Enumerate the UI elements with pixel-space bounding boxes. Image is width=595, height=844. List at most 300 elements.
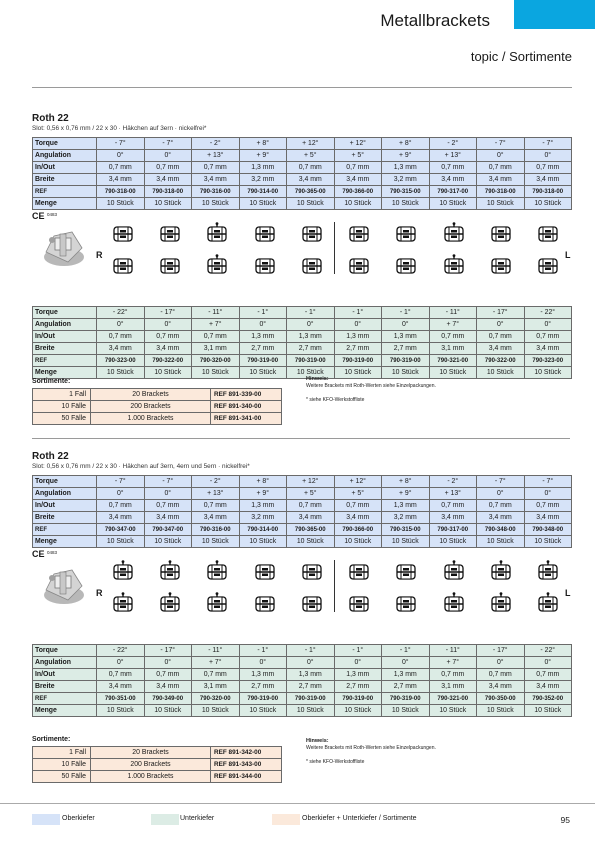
table-cell: + 9° bbox=[239, 150, 287, 162]
table-cell: 0° bbox=[97, 319, 145, 331]
table-cell: 0° bbox=[477, 319, 525, 331]
table-cell: 0,7 mm bbox=[429, 331, 477, 343]
sortiment-qty: 1 Fall bbox=[33, 389, 91, 401]
bracket-photo bbox=[38, 560, 86, 606]
note-line-1: Weitere Brackets mit Roth-Werten siehe Einzelpackungen. bbox=[306, 745, 436, 751]
bracket-slot bbox=[477, 254, 524, 276]
table-cell: - 1° bbox=[382, 307, 430, 319]
table-cell: 3,4 mm bbox=[524, 174, 572, 186]
table-cell: - 17° bbox=[477, 645, 525, 657]
table-row bbox=[33, 488, 572, 500]
table-cell: - 22° bbox=[524, 307, 572, 319]
page-footer bbox=[0, 803, 595, 844]
table-cell: + 12° bbox=[287, 138, 335, 150]
table-cell: 0,7 mm bbox=[192, 500, 240, 512]
sortiment-content: 20 Brackets bbox=[91, 389, 211, 401]
row-label: In/Out bbox=[33, 500, 97, 512]
table-cell: 2,7 mm bbox=[382, 681, 430, 693]
table-cell: 790-323-00 bbox=[97, 355, 145, 367]
table-cell: + 13° bbox=[192, 150, 240, 162]
table-cell: + 12° bbox=[334, 476, 382, 488]
table-row bbox=[33, 413, 282, 425]
table-row bbox=[33, 198, 572, 210]
table-cell: 790-319-00 bbox=[382, 693, 430, 705]
bracket-icon bbox=[253, 254, 277, 276]
table-cell: 0,7 mm bbox=[97, 669, 145, 681]
table-cell: 790-319-00 bbox=[334, 693, 382, 705]
row-label: Menge bbox=[33, 536, 97, 548]
table-cell: 0° bbox=[477, 150, 525, 162]
table-cell: 790-348-00 bbox=[477, 524, 525, 536]
table-cell: 0° bbox=[382, 657, 430, 669]
table-row bbox=[33, 524, 572, 536]
row-label: Angulation bbox=[33, 488, 97, 500]
bracket-slot bbox=[430, 560, 477, 582]
table-cell: + 5° bbox=[334, 150, 382, 162]
bracket-icon bbox=[347, 222, 371, 244]
legend-swatch-upper bbox=[32, 814, 60, 825]
bracket-icon bbox=[394, 560, 418, 582]
table-cell: 3,4 mm bbox=[192, 174, 240, 186]
bracket-icon bbox=[489, 592, 513, 614]
table-cell: - 22° bbox=[97, 645, 145, 657]
product-section-2 bbox=[32, 451, 572, 717]
table-cell: 1,3 mm bbox=[382, 669, 430, 681]
table-cell: 790-319-00 bbox=[287, 355, 335, 367]
table-cell: 790-322-00 bbox=[477, 355, 525, 367]
bracket-icon bbox=[253, 222, 277, 244]
table-row bbox=[33, 343, 572, 355]
table-cell: 10 Stück bbox=[382, 705, 430, 717]
table-row bbox=[33, 476, 572, 488]
row-label: REF bbox=[33, 524, 97, 536]
table-cell: - 7° bbox=[97, 476, 145, 488]
table-cell: 3,1 mm bbox=[192, 343, 240, 355]
table-row bbox=[33, 162, 572, 174]
ce-mark: CE bbox=[32, 549, 45, 559]
table-cell: 3,4 mm bbox=[477, 512, 525, 524]
row-label: REF bbox=[33, 186, 97, 198]
bracket-icon bbox=[300, 592, 324, 614]
table-cell: 3,4 mm bbox=[287, 174, 335, 186]
table-cell: 0,7 mm bbox=[144, 500, 192, 512]
table-cell: 10 Stück bbox=[287, 198, 335, 210]
left-marker: L bbox=[565, 250, 571, 260]
table-row bbox=[33, 747, 282, 759]
table-cell: 2,7 mm bbox=[239, 343, 287, 355]
table-cell: - 11° bbox=[429, 645, 477, 657]
bracket-icon bbox=[394, 222, 418, 244]
table-cell: 0° bbox=[524, 488, 572, 500]
bracket-icon bbox=[442, 254, 466, 276]
bracket-slot bbox=[241, 254, 288, 276]
table-cell: 0° bbox=[477, 488, 525, 500]
table-row bbox=[33, 150, 572, 162]
bracket-icon bbox=[300, 222, 324, 244]
table-cell: 3,4 mm bbox=[429, 174, 477, 186]
ce-mark: CE bbox=[32, 211, 45, 221]
table-cell: 3,4 mm bbox=[144, 174, 192, 186]
bracket-slot bbox=[194, 592, 241, 614]
table-cell: 10 Stück bbox=[97, 367, 145, 379]
bracket-icon bbox=[536, 222, 560, 244]
table-cell: 3,4 mm bbox=[429, 512, 477, 524]
bracket-icon bbox=[489, 222, 513, 244]
table-cell: 3,4 mm bbox=[97, 512, 145, 524]
table-cell: - 1° bbox=[334, 307, 382, 319]
table-cell: 10 Stück bbox=[334, 536, 382, 548]
upper-bracket-icons bbox=[99, 222, 572, 244]
note-line-1: Weitere Brackets mit Roth-Werten siehe Einzelpackungen. bbox=[306, 383, 436, 389]
table-cell: 10 Stück bbox=[429, 367, 477, 379]
table-cell: + 7° bbox=[192, 319, 240, 331]
table-cell: 0,7 mm bbox=[524, 500, 572, 512]
sortiment-content: 200 Brackets bbox=[91, 759, 211, 771]
table-row bbox=[33, 771, 282, 783]
table-cell: + 9° bbox=[382, 488, 430, 500]
table-row bbox=[33, 331, 572, 343]
bracket-slot bbox=[383, 560, 430, 582]
row-label: Breite bbox=[33, 681, 97, 693]
table-cell: + 8° bbox=[382, 476, 430, 488]
table-cell: - 1° bbox=[382, 645, 430, 657]
table-cell: 2,7 mm bbox=[334, 343, 382, 355]
table-cell: 10 Stück bbox=[287, 705, 335, 717]
table-cell: 10 Stück bbox=[524, 536, 572, 548]
bracket-slot bbox=[430, 222, 477, 244]
table-cell: 0,7 mm bbox=[144, 162, 192, 174]
table-cell: 3,4 mm bbox=[287, 512, 335, 524]
table-cell: 3,4 mm bbox=[144, 512, 192, 524]
note-box bbox=[306, 738, 436, 766]
table-cell: + 8° bbox=[382, 138, 430, 150]
table-cell: 0,7 mm bbox=[334, 500, 382, 512]
table-row bbox=[33, 355, 572, 367]
table-cell: 790-315-00 bbox=[382, 186, 430, 198]
table-cell: 3,2 mm bbox=[382, 174, 430, 186]
table-cell: 790-323-00 bbox=[524, 355, 572, 367]
row-label: REF bbox=[33, 693, 97, 705]
table-cell: + 12° bbox=[334, 138, 382, 150]
table-cell: 10 Stück bbox=[429, 536, 477, 548]
bracket-slot bbox=[288, 222, 335, 244]
note-line-2: * siehe KFO-Werkstoffliste bbox=[306, 397, 365, 403]
table-cell: 3,4 mm bbox=[144, 681, 192, 693]
bracket-slot bbox=[146, 560, 193, 582]
ce-number: 0483 bbox=[47, 212, 58, 217]
table-cell: 0° bbox=[287, 319, 335, 331]
note-line-2: * siehe KFO-Werkstoffliste bbox=[306, 759, 365, 765]
table-cell: 10 Stück bbox=[477, 367, 525, 379]
table-row bbox=[33, 500, 572, 512]
row-label: Breite bbox=[33, 343, 97, 355]
table-row bbox=[33, 693, 572, 705]
table-cell: 790-366-00 bbox=[334, 186, 382, 198]
bracket-slot bbox=[99, 560, 146, 582]
sortiment-ref: REF 891-340-00 bbox=[211, 401, 282, 413]
table-cell: 790-318-00 bbox=[144, 186, 192, 198]
bracket-slot bbox=[288, 254, 335, 276]
table-cell: 2,7 mm bbox=[239, 681, 287, 693]
table-cell: 10 Stück bbox=[524, 705, 572, 717]
table-cell: + 5° bbox=[287, 150, 335, 162]
table-cell: 0,7 mm bbox=[429, 500, 477, 512]
bracket-slot bbox=[335, 222, 382, 244]
table-cell: 790-352-00 bbox=[524, 693, 572, 705]
table-cell: - 1° bbox=[239, 645, 287, 657]
divider-middle bbox=[32, 438, 570, 439]
table-cell: 10 Stück bbox=[382, 367, 430, 379]
bracket-slot bbox=[335, 254, 382, 276]
table-cell: - 2° bbox=[429, 138, 477, 150]
table-cell: - 7° bbox=[477, 138, 525, 150]
lower-jaw-table bbox=[32, 644, 572, 717]
bracket-icon bbox=[442, 560, 466, 582]
table-cell: - 7° bbox=[524, 476, 572, 488]
table-row bbox=[33, 307, 572, 319]
table-cell: 0,7 mm bbox=[429, 669, 477, 681]
table-cell: 1,3 mm bbox=[382, 331, 430, 343]
bracket-icon bbox=[111, 222, 135, 244]
right-marker: R bbox=[96, 588, 103, 598]
table-row bbox=[33, 681, 572, 693]
table-row bbox=[33, 512, 572, 524]
bracket-icon bbox=[158, 222, 182, 244]
table-cell: 790-320-00 bbox=[192, 355, 240, 367]
table-cell: 10 Stück bbox=[239, 367, 287, 379]
table-cell: 0,7 mm bbox=[192, 331, 240, 343]
row-label: Breite bbox=[33, 512, 97, 524]
table-cell: - 22° bbox=[97, 307, 145, 319]
bracket-icon bbox=[347, 592, 371, 614]
bracket-slot bbox=[525, 560, 572, 582]
table-cell: 10 Stück bbox=[144, 367, 192, 379]
table-cell: 1,3 mm bbox=[334, 669, 382, 681]
bracket-slot bbox=[525, 592, 572, 614]
table-cell: 790-319-00 bbox=[334, 355, 382, 367]
table-cell: 0,7 mm bbox=[144, 331, 192, 343]
table-cell: 790-319-00 bbox=[239, 355, 287, 367]
sortiment-ref: REF 891-342-00 bbox=[211, 747, 282, 759]
table-row bbox=[33, 705, 572, 717]
table-cell: 0° bbox=[144, 488, 192, 500]
table-row bbox=[33, 138, 572, 150]
bracket-icon bbox=[536, 592, 560, 614]
table-cell: 0,7 mm bbox=[477, 331, 525, 343]
ce-number: 0483 bbox=[47, 550, 58, 555]
table-cell: 3,4 mm bbox=[524, 343, 572, 355]
table-cell: 10 Stück bbox=[144, 536, 192, 548]
table-cell: 3,1 mm bbox=[429, 343, 477, 355]
sortiment-qty: 10 Fälle bbox=[33, 759, 91, 771]
table-cell: 0° bbox=[97, 488, 145, 500]
table-cell: 790-348-00 bbox=[524, 524, 572, 536]
table-cell: - 1° bbox=[287, 645, 335, 657]
bracket-icon bbox=[158, 592, 182, 614]
table-cell: 790-314-00 bbox=[239, 186, 287, 198]
table-cell: 790-351-00 bbox=[97, 693, 145, 705]
table-cell: 3,4 mm bbox=[477, 343, 525, 355]
table-cell: 790-316-00 bbox=[192, 186, 240, 198]
bracket-slot bbox=[477, 560, 524, 582]
table-cell: 3,1 mm bbox=[192, 681, 240, 693]
section-description: Slot: 0,56 x 0,76 mm / 22 x 30 · Häkchen auf 3ern · nickelfrei* bbox=[32, 125, 207, 132]
table-cell: + 7° bbox=[429, 319, 477, 331]
note-title: Hinweis: bbox=[306, 738, 329, 744]
note-title: Hinweis: bbox=[306, 376, 329, 382]
table-cell: 10 Stück bbox=[97, 198, 145, 210]
table-cell: - 2° bbox=[429, 476, 477, 488]
bracket-icon bbox=[489, 560, 513, 582]
table-row bbox=[33, 186, 572, 198]
table-cell: 0,7 mm bbox=[192, 162, 240, 174]
sortiment-content: 1.000 Brackets bbox=[91, 413, 211, 425]
table-cell: 1,3 mm bbox=[382, 162, 430, 174]
sortimente-table bbox=[32, 388, 282, 425]
table-cell: 3,4 mm bbox=[97, 681, 145, 693]
table-cell: 790-319-00 bbox=[382, 355, 430, 367]
table-cell: 3,2 mm bbox=[382, 512, 430, 524]
row-label: Menge bbox=[33, 198, 97, 210]
table-cell: 790-366-00 bbox=[334, 524, 382, 536]
table-row bbox=[33, 174, 572, 186]
table-row bbox=[33, 536, 572, 548]
legend-sets: Oberkiefer + Unterkiefer / Sortimente bbox=[302, 815, 417, 822]
table-cell: 3,4 mm bbox=[524, 512, 572, 524]
table-cell: 10 Stück bbox=[97, 705, 145, 717]
table-cell: 0° bbox=[239, 657, 287, 669]
table-cell: 790-316-00 bbox=[192, 524, 240, 536]
right-marker: R bbox=[96, 250, 103, 260]
lower-bracket-icons bbox=[99, 254, 572, 276]
table-cell: 3,2 mm bbox=[239, 174, 287, 186]
page-number: 95 bbox=[560, 815, 570, 825]
table-cell: 790-321-00 bbox=[429, 355, 477, 367]
bracket-icon bbox=[536, 254, 560, 276]
sortiment-ref: REF 891-343-00 bbox=[211, 759, 282, 771]
row-label: Torque bbox=[33, 138, 97, 150]
bracket-slot bbox=[288, 592, 335, 614]
bracket-icon bbox=[205, 560, 229, 582]
sortiment-ref: REF 891-341-00 bbox=[211, 413, 282, 425]
table-cell: 790-321-00 bbox=[429, 693, 477, 705]
table-cell: 10 Stück bbox=[429, 705, 477, 717]
table-cell: 0° bbox=[239, 319, 287, 331]
table-cell: 790-318-00 bbox=[477, 186, 525, 198]
table-cell: - 7° bbox=[97, 138, 145, 150]
bracket-slot bbox=[146, 592, 193, 614]
sortiment-content: 20 Brackets bbox=[91, 747, 211, 759]
table-cell: 1,3 mm bbox=[287, 331, 335, 343]
table-cell: - 7° bbox=[524, 138, 572, 150]
sortiment-qty: 50 Fälle bbox=[33, 413, 91, 425]
table-cell: 10 Stück bbox=[192, 536, 240, 548]
table-cell: - 22° bbox=[524, 645, 572, 657]
table-cell: - 7° bbox=[144, 476, 192, 488]
table-row bbox=[33, 319, 572, 331]
sortiment-qty: 10 Fälle bbox=[33, 401, 91, 413]
table-cell: 0° bbox=[144, 657, 192, 669]
row-label: REF bbox=[33, 355, 97, 367]
page-subtitle: topic / Sortimente bbox=[470, 49, 572, 64]
row-label: Torque bbox=[33, 307, 97, 319]
table-cell: 0° bbox=[524, 657, 572, 669]
table-cell: 0,7 mm bbox=[144, 669, 192, 681]
table-cell: - 17° bbox=[144, 645, 192, 657]
bracket-slot bbox=[288, 560, 335, 582]
bracket-icon bbox=[300, 560, 324, 582]
legend-upper: Oberkiefer bbox=[62, 815, 95, 822]
upper-jaw-table bbox=[32, 475, 572, 548]
table-cell: 10 Stück bbox=[429, 198, 477, 210]
table-cell: 0° bbox=[97, 657, 145, 669]
bracket-icon bbox=[111, 254, 135, 276]
bracket-icon bbox=[111, 592, 135, 614]
table-cell: 0° bbox=[334, 657, 382, 669]
table-cell: + 5° bbox=[334, 488, 382, 500]
bracket-slot bbox=[241, 222, 288, 244]
table-row bbox=[33, 657, 572, 669]
table-cell: 3,4 mm bbox=[334, 512, 382, 524]
upper-jaw-table bbox=[32, 137, 572, 210]
bracket-slot bbox=[335, 592, 382, 614]
table-cell: 3,2 mm bbox=[239, 512, 287, 524]
table-cell: + 12° bbox=[287, 476, 335, 488]
table-cell: 10 Stück bbox=[97, 536, 145, 548]
bracket-slot bbox=[383, 592, 430, 614]
table-cell: + 13° bbox=[429, 150, 477, 162]
table-cell: 0° bbox=[144, 150, 192, 162]
table-cell: 790-320-00 bbox=[192, 693, 240, 705]
bracket-icon bbox=[489, 254, 513, 276]
bracket-slot bbox=[146, 222, 193, 244]
table-cell: 3,4 mm bbox=[97, 174, 145, 186]
table-cell: 3,4 mm bbox=[192, 512, 240, 524]
sortiment-ref: REF 891-344-00 bbox=[211, 771, 282, 783]
table-cell: 0,7 mm bbox=[287, 162, 335, 174]
bracket-slot bbox=[194, 254, 241, 276]
table-cell: + 9° bbox=[382, 150, 430, 162]
table-cell: 10 Stück bbox=[382, 536, 430, 548]
table-cell: 10 Stück bbox=[144, 705, 192, 717]
bracket-slot bbox=[99, 254, 146, 276]
table-cell: 10 Stück bbox=[192, 367, 240, 379]
table-cell: - 2° bbox=[192, 138, 240, 150]
bracket-slot bbox=[241, 592, 288, 614]
table-cell: 0,7 mm bbox=[97, 500, 145, 512]
legend-swatch-sets bbox=[272, 814, 300, 825]
bracket-icon bbox=[253, 560, 277, 582]
sortiment-content: 200 Brackets bbox=[91, 401, 211, 413]
table-row bbox=[33, 401, 282, 413]
table-cell: 790-318-00 bbox=[524, 186, 572, 198]
table-cell: 790-317-00 bbox=[429, 524, 477, 536]
table-cell: + 7° bbox=[192, 657, 240, 669]
table-cell: 2,7 mm bbox=[334, 681, 382, 693]
bracket-illustration bbox=[32, 210, 572, 306]
table-cell: 0° bbox=[287, 657, 335, 669]
bracket-icon bbox=[111, 560, 135, 582]
row-label: Menge bbox=[33, 705, 97, 717]
table-cell: 0,7 mm bbox=[477, 162, 525, 174]
table-cell: - 11° bbox=[429, 307, 477, 319]
table-cell: 10 Stück bbox=[144, 198, 192, 210]
upper-bracket-icons bbox=[99, 560, 572, 582]
bracket-icon bbox=[536, 560, 560, 582]
table-cell: 790-365-00 bbox=[287, 524, 335, 536]
table-cell: - 1° bbox=[334, 645, 382, 657]
sortiment-qty: 1 Fall bbox=[33, 747, 91, 759]
